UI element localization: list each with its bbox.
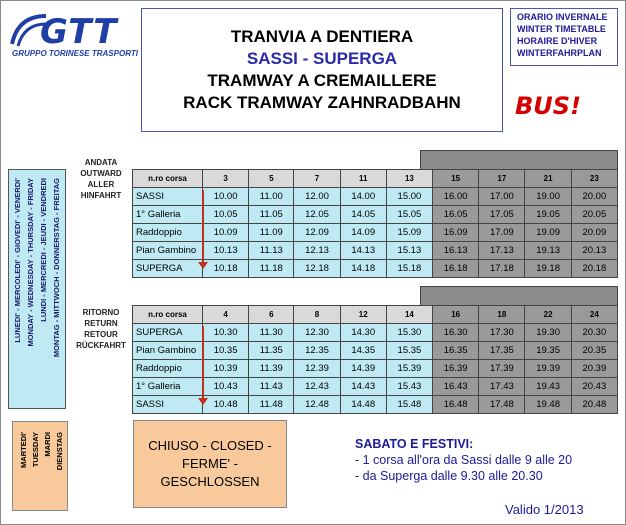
tram-time-cell: 15.09 <box>386 224 432 242</box>
stop-name: SUPERGA <box>133 324 203 342</box>
tram-time-cell: 11.30 <box>249 324 294 342</box>
bus-time-cell: 19.39 <box>525 360 571 378</box>
run-number: 14 <box>386 306 432 324</box>
tram-time-cell: 15.05 <box>386 206 432 224</box>
days-open-fr: LUNDI - MERCREDI - JEUDI - VENDREDI <box>39 178 48 322</box>
run-number: 7 <box>294 170 340 188</box>
bus-header-bar-return <box>420 286 618 306</box>
season-line: ORARIO INVERNALE <box>517 12 608 22</box>
tram-time-cell: 14.05 <box>340 206 386 224</box>
direction-en: OUTWARD <box>80 169 122 178</box>
tram-time-cell: 14.00 <box>340 188 386 206</box>
tram-time-cell: 12.43 <box>294 378 340 396</box>
stop-name: Raddoppio <box>133 360 203 378</box>
outbound-direction-label <box>70 157 132 201</box>
holiday-line: - 1 corsa all'ora da Sassi dalle 9 alle 20 <box>355 453 573 467</box>
validity-label: Valido 1/2013 <box>505 502 584 517</box>
run-number: 5 <box>249 170 294 188</box>
bus-time-cell: 16.09 <box>433 224 479 242</box>
direction-arrow-outbound <box>202 190 204 264</box>
run-number: 16 <box>433 306 479 324</box>
tram-time-cell: 14.43 <box>340 378 386 396</box>
bus-time-cell: 19.18 <box>525 260 571 278</box>
table-row <box>133 206 618 224</box>
tram-time-cell: 15.48 <box>386 396 432 414</box>
tram-time-cell: 12.35 <box>294 342 340 360</box>
run-number: 13 <box>386 170 432 188</box>
stop-name: SASSI <box>133 396 203 414</box>
stop-name: Pian Gambino <box>133 342 203 360</box>
tram-time-cell: 11.00 <box>249 188 294 206</box>
tram-time-cell: 12.18 <box>294 260 340 278</box>
bus-time-cell: 16.18 <box>433 260 479 278</box>
tram-time-cell: 11.18 <box>249 260 294 278</box>
tram-time-cell: 14.35 <box>340 342 386 360</box>
tram-time-cell: 11.13 <box>249 242 294 260</box>
bus-header-bar-outbound <box>420 150 618 170</box>
tram-time-cell: 10.05 <box>203 206 249 224</box>
bus-time-cell: 19.35 <box>525 342 571 360</box>
tram-time-cell: 10.13 <box>203 242 249 260</box>
bus-time-cell: 16.13 <box>433 242 479 260</box>
bus-time-cell: 19.09 <box>525 224 571 242</box>
bus-time-cell: 17.43 <box>479 378 525 396</box>
table-row <box>133 378 618 396</box>
direction-arrow-return <box>202 326 204 400</box>
run-number: 15 <box>433 170 479 188</box>
tram-time-cell: 12.30 <box>294 324 340 342</box>
season-line: WINTER TIMETABLE <box>517 24 606 34</box>
run-number: 24 <box>571 306 617 324</box>
bus-time-cell: 17.13 <box>479 242 525 260</box>
days-open-de: MONTAG - MITTWOCH - DONNERSTAG - FREITAG <box>52 178 61 358</box>
header-row <box>133 306 618 324</box>
direction-de: HINFAHRT <box>80 191 122 200</box>
closed-line: FERME' - <box>182 456 238 471</box>
days-open-it: LUNEDI' - MERCOLEDI' - GIOVEDI' - VENERDI' <box>13 178 22 343</box>
bus-time-cell: 17.35 <box>479 342 525 360</box>
tram-time-cell: 10.09 <box>203 224 249 242</box>
bus-time-cell: 16.30 <box>433 324 479 342</box>
bus-time-cell: 17.39 <box>479 360 525 378</box>
tram-time-cell: 11.43 <box>249 378 294 396</box>
tram-time-cell: 15.18 <box>386 260 432 278</box>
tram-time-cell: 14.09 <box>340 224 386 242</box>
direction-de: RÜCKFAHRT <box>76 341 126 350</box>
bus-time-cell: 20.13 <box>571 242 617 260</box>
bus-time-cell: 20.00 <box>571 188 617 206</box>
bus-time-cell: 19.30 <box>525 324 571 342</box>
tram-time-cell: 12.39 <box>294 360 340 378</box>
tram-time-cell: 11.35 <box>249 342 294 360</box>
closed-line: CHIUSO - CLOSED - <box>148 438 272 453</box>
direction-it: RITORNO <box>82 308 120 317</box>
tram-time-cell: 12.13 <box>294 242 340 260</box>
tram-time-cell: 10.30 <box>203 324 249 342</box>
stop-name: 1° Galleria <box>133 378 203 396</box>
tram-time-cell: 11.05 <box>249 206 294 224</box>
tram-time-cell: 15.35 <box>386 342 432 360</box>
stop-name: SUPERGA <box>133 260 203 278</box>
title-line-1: TRANVIA A DENTIERA <box>230 27 414 46</box>
tram-time-cell: 10.43 <box>203 378 249 396</box>
stop-name: Pian Gambino <box>133 242 203 260</box>
tram-time-cell: 10.35 <box>203 342 249 360</box>
bus-time-cell: 19.13 <box>525 242 571 260</box>
bus-time-cell: 16.35 <box>433 342 479 360</box>
direction-it: ANDATA <box>84 158 118 167</box>
season-line: HORAIRE D'HIVER <box>517 36 598 46</box>
tram-time-cell: 12.00 <box>294 188 340 206</box>
closed-line: GESCHLOSSEN <box>160 474 260 489</box>
run-number: 22 <box>525 306 571 324</box>
tram-time-cell: 14.18 <box>340 260 386 278</box>
bus-time-cell: 17.18 <box>479 260 525 278</box>
tram-time-cell: 11.09 <box>249 224 294 242</box>
days-closed-de: DIENSTAG <box>55 432 64 471</box>
bus-label: BUS! <box>515 92 582 120</box>
bus-time-cell: 20.09 <box>571 224 617 242</box>
bus-time-cell: 19.05 <box>525 206 571 224</box>
table-row <box>133 324 618 342</box>
tram-time-cell: 11.48 <box>249 396 294 414</box>
bus-time-cell: 20.39 <box>571 360 617 378</box>
bus-time-cell: 20.05 <box>571 206 617 224</box>
bus-time-cell: 20.18 <box>571 260 617 278</box>
title-line-3: TRAMWAY A CREMAILLERE <box>207 71 437 90</box>
gtt-logo <box>8 8 138 63</box>
tram-time-cell: 10.39 <box>203 360 249 378</box>
bus-time-cell: 20.30 <box>571 324 617 342</box>
days-closed-fr: MARDI <box>43 432 52 457</box>
table-row <box>133 360 618 378</box>
table-row <box>133 342 618 360</box>
tram-time-cell: 14.39 <box>340 360 386 378</box>
direction-en: RETURN <box>84 319 118 328</box>
tram-time-cell: 15.43 <box>386 378 432 396</box>
tram-time-cell: 12.48 <box>294 396 340 414</box>
tram-time-cell: 14.48 <box>340 396 386 414</box>
tram-time-cell: 15.00 <box>386 188 432 206</box>
header-row <box>133 170 618 188</box>
bus-time-cell: 17.05 <box>479 206 525 224</box>
tram-time-cell: 14.30 <box>340 324 386 342</box>
tram-time-cell: 14.13 <box>340 242 386 260</box>
run-number: 8 <box>294 306 340 324</box>
season-line: WINTERFAHRPLAN <box>517 48 602 58</box>
logo-subtitle: GRUPPO TORINESE TRASPORTI <box>12 49 138 58</box>
bus-time-cell: 19.00 <box>525 188 571 206</box>
bus-time-cell: 17.30 <box>479 324 525 342</box>
bus-time-cell: 16.48 <box>433 396 479 414</box>
run-number: 6 <box>249 306 294 324</box>
tram-time-cell: 10.18 <box>203 260 249 278</box>
run-number: 3 <box>203 170 249 188</box>
bus-time-cell: 16.39 <box>433 360 479 378</box>
bus-time-cell: 16.43 <box>433 378 479 396</box>
holiday-line: - da Superga dalle 9.30 alle 20.30 <box>355 469 543 483</box>
bus-time-cell: 17.09 <box>479 224 525 242</box>
bus-time-cell: 17.48 <box>479 396 525 414</box>
tram-time-cell: 12.05 <box>294 206 340 224</box>
run-number: 11 <box>340 170 386 188</box>
bus-time-cell: 19.48 <box>525 396 571 414</box>
tram-time-cell: 15.13 <box>386 242 432 260</box>
run-number: 18 <box>479 306 525 324</box>
bus-time-cell: 20.35 <box>571 342 617 360</box>
tram-time-cell: 10.48 <box>203 396 249 414</box>
holiday-notice <box>355 436 572 484</box>
run-number: 4 <box>203 306 249 324</box>
title-box <box>141 8 503 132</box>
table-row <box>133 224 618 242</box>
days-closed-box <box>12 421 68 511</box>
days-open-box <box>8 169 66 409</box>
bus-time-cell: 20.43 <box>571 378 617 396</box>
return-direction-label <box>70 307 132 351</box>
bus-time-cell: 16.00 <box>433 188 479 206</box>
tram-time-cell: 15.30 <box>386 324 432 342</box>
run-number-header: n.ro corsa <box>133 170 203 188</box>
table-row <box>133 242 618 260</box>
run-number: 21 <box>525 170 571 188</box>
bus-time-cell: 20.48 <box>571 396 617 414</box>
season-box <box>510 8 618 66</box>
run-number: 12 <box>340 306 386 324</box>
tram-time-cell: 15.39 <box>386 360 432 378</box>
holiday-title: SABATO E FESTIVI: <box>355 437 474 451</box>
tram-time-cell: 11.39 <box>249 360 294 378</box>
direction-fr: RETOUR <box>84 330 118 339</box>
title-line-2: SASSI - SUPERGA <box>246 49 398 68</box>
days-closed-it: MARTEDI' <box>19 432 28 468</box>
bus-time-cell: 16.05 <box>433 206 479 224</box>
days-closed-en: TUESDAY <box>31 432 40 468</box>
title-line-4: RACK TRAMWAY ZAHNRADBAHN <box>183 93 461 112</box>
run-number: 23 <box>571 170 617 188</box>
stop-name: 1° Galleria <box>133 206 203 224</box>
bus-time-cell: 19.43 <box>525 378 571 396</box>
logo-name: GTT <box>40 12 118 52</box>
direction-fr: ALLER <box>87 180 115 189</box>
run-number-header: n.ro corsa <box>133 306 203 324</box>
run-number: 17 <box>479 170 525 188</box>
tram-time-cell: 10.00 <box>203 188 249 206</box>
table-row <box>133 188 618 206</box>
stop-name: Raddoppio <box>133 224 203 242</box>
closed-notice <box>133 420 287 508</box>
stop-name: SASSI <box>133 188 203 206</box>
tram-time-cell: 12.09 <box>294 224 340 242</box>
days-open-en: MONDAY - WEDNESDAY - THURSDAY - FRIDAY <box>26 178 35 347</box>
bus-time-cell: 17.00 <box>479 188 525 206</box>
